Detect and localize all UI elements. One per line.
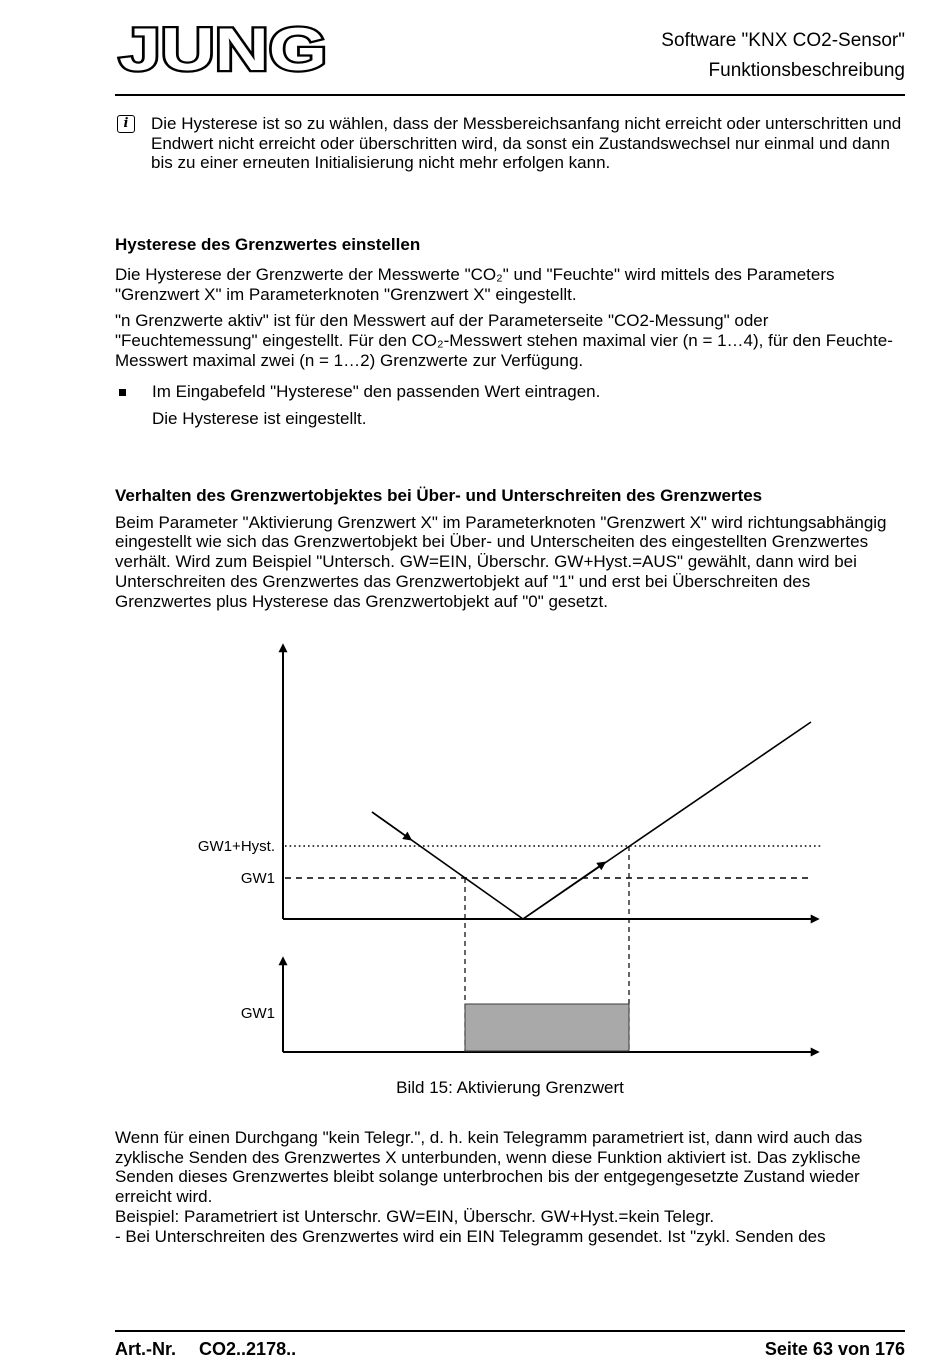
page-header bbox=[115, 22, 905, 96]
upper-chart bbox=[198, 646, 821, 1051]
object-state-pulse bbox=[465, 1004, 629, 1051]
rising-direction-arrow-icon bbox=[523, 863, 604, 919]
gw-plus-hyst-label: GW1+Hyst. bbox=[197, 838, 275, 856]
section-heading-hysterese: Hysterese des Grenzwertes einstellen bbox=[115, 235, 421, 255]
page-footer bbox=[115, 1330, 905, 1360]
page-number: Seite 63 von 176 bbox=[764, 1339, 905, 1359]
gw-upper-label: GW1 bbox=[240, 870, 275, 888]
jung-logo bbox=[115, 22, 333, 80]
figure-caption: Bild 15: Aktivierung Grenzwert bbox=[396, 1078, 624, 1098]
figure-bild-15 bbox=[115, 624, 905, 1098]
section-heading-verhalten: Verhalten des Grenzwertobjektes bei Über- und Unterschreiten des Grenzwertes bbox=[115, 485, 763, 505]
gw-lower-label: GW1 bbox=[240, 1005, 275, 1023]
article-number bbox=[115, 1339, 314, 1360]
header-product-title: Software "KNX CO2-Sensor" bbox=[661, 30, 905, 51]
paragraph-hysterese-2: "n Grenzwerte aktiv" ist für den Messwert auf der Parameterseite "CO2-Messung" oder "Feuchtemessung" eingestellt. Für den CO₂-Messwert stehen maximal vier (n = 1…4), für den Feuchte-Messwert maximal zwei (n = 1…2) Grenzwerte zur Verfügung. bbox=[115, 311, 893, 370]
jung-logo-text: JUNG bbox=[119, 22, 327, 80]
paragraph-telegramm-2: Beispiel: Parametriert ist Unterschr. GW=EIN, Überschr. GW+Hyst.=kein Telegr. bbox=[115, 1206, 715, 1226]
lower-chart bbox=[241, 959, 817, 1052]
bullet-result-text: Die Hysterese ist eingestellt. bbox=[152, 409, 367, 429]
falling-direction-arrow-icon bbox=[372, 812, 410, 839]
hysteresis-diagram bbox=[115, 624, 905, 1076]
info-note bbox=[115, 114, 905, 173]
article-number-value: CO2..2178.. bbox=[199, 1339, 297, 1359]
header-doc-type: Funktionsbeschreibung bbox=[708, 60, 905, 81]
paragraph-telegramm-3: - Bei Unterschreiten des Grenzwertes wird ein EIN Telegramm gesendet. Ist "zykl. Senden des bbox=[115, 1226, 826, 1246]
bullet-square-icon bbox=[119, 389, 126, 396]
article-number-label: Art.-Nr. bbox=[115, 1339, 177, 1359]
bullet-text: Im Eingabefeld "Hysterese" den passenden Wert eintragen. bbox=[152, 382, 601, 402]
paragraph-telegramm-1: Wenn für einen Durchgang "kein Telegr.", d. h. kein Telegramm parametriert ist, dann wird auch das zyklische Senden des Grenzwertes X unterbunden, wenn diese Funktion aktiviert ist. Das zyklische Senden dieses Grenzwertes bleibt solange unterbrochen bis der entgegengesetzte Zustand wieder erreicht wird. bbox=[115, 1127, 863, 1207]
header-title-block bbox=[661, 22, 905, 86]
telegram-section bbox=[115, 1128, 905, 1246]
info-note-text: Die Hysterese ist so zu wählen, dass der Messbereichsanfang nicht erreicht oder unterschritten und Endwert nicht erreicht oder überschritten wird, da sonst ein Zustandswechsel nur einmal und dann bis zu einer erneuten Initialisierung nicht mehr erfolgen kann. bbox=[151, 114, 902, 173]
instruction-bullet bbox=[115, 382, 905, 402]
paragraph-verhalten: Beim Parameter "Aktivierung Grenzwert X" im Parameterknoten "Grenzwert X" wird richtungsabhängig eingestellt wie sich das Grenzwertobjekt bei Über- und Unterscheiten des eingestellten Grenzwertes verhält. Wird zum Beispiel "Untersch. GW=EIN, Überschr. GW+Hyst.=AUS" gewählt, dann wird bei Unterschreiten des Grenzwertes das Grenzwertobjekt auf "1" und erst bei Überschreiten des Grenzwertes plus Hysterese das Grenzwertobjekt auf "0" gesetzt. bbox=[115, 512, 887, 611]
info-icon: i bbox=[117, 115, 135, 133]
paragraph-hysterese-1: Die Hysterese der Grenzwerte der Messwerte "CO₂" und "Feuchte" wird mittels des Parameters "Grenzwert X" im Parameterknoten "Grenzwert X" eingestellt. bbox=[115, 264, 835, 304]
